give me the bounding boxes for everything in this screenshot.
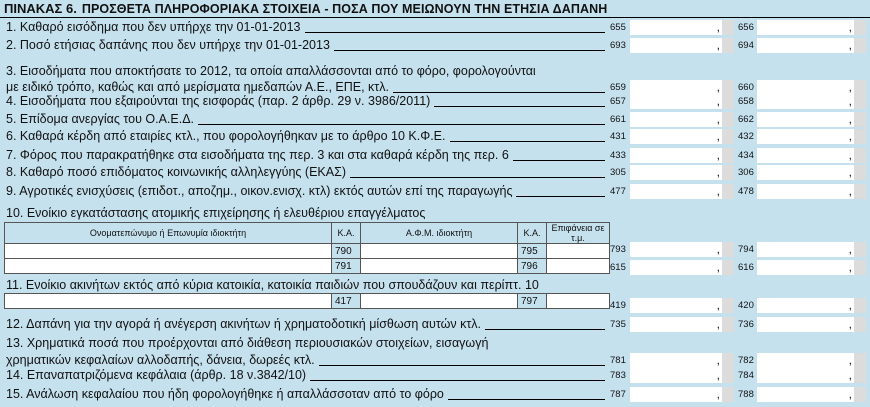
decimal-separator: , <box>716 94 720 108</box>
decimal-cell[interactable] <box>722 242 734 257</box>
code-cell: 790 <box>332 244 361 259</box>
decimal-separator: , <box>848 317 852 331</box>
field-code: 419 <box>610 300 626 311</box>
field-code: 657 <box>610 96 626 107</box>
decimal-separator: , <box>848 112 852 126</box>
row-10-label: 10. Ενοίκιο εγκατάστασης ατομικής επιχείρησης ή ελευθέριου επαγγέλματος <box>6 206 426 220</box>
decimal-separator: , <box>716 165 720 179</box>
decimal-separator: , <box>848 94 852 108</box>
amount-input-current[interactable] <box>630 317 734 332</box>
landlord-name-input[interactable] <box>5 244 332 259</box>
leader-line <box>319 365 605 366</box>
code-cell: 791 <box>332 259 361 274</box>
amount-input-current[interactable] <box>630 148 734 163</box>
row-11-table <box>4 293 610 309</box>
decimal-cell[interactable] <box>722 260 734 275</box>
decimal-separator: , <box>848 260 852 274</box>
field-code: 662 <box>738 114 754 125</box>
decimal-separator: , <box>716 242 720 256</box>
field-code: 736 <box>738 319 754 330</box>
decimal-separator: , <box>716 260 720 274</box>
field-code: 433 <box>610 150 626 161</box>
decimal-separator: , <box>716 20 720 34</box>
decimal-cell[interactable] <box>722 94 734 109</box>
decimal-cell[interactable] <box>854 242 866 257</box>
table-number: ΠΙΝΑΚΑΣ 6. <box>4 1 77 16</box>
amount-input-previous[interactable] <box>757 184 866 199</box>
decimal-cell[interactable] <box>722 165 734 180</box>
amount-input-previous[interactable] <box>757 148 866 163</box>
code-cell: 795 <box>518 244 547 259</box>
decimal-separator: , <box>848 80 852 94</box>
amount-input-previous[interactable] <box>757 298 866 313</box>
field-code: 788 <box>738 389 754 400</box>
decimal-cell[interactable] <box>722 112 734 127</box>
decimal-cell[interactable] <box>722 20 734 35</box>
row-label: 14. Επαναπατριζόμενα κεφάλαια (άρθρ. 18 ν.3842/10) <box>6 368 307 382</box>
decimal-separator: , <box>716 317 720 331</box>
field-code: 616 <box>738 262 754 273</box>
decimal-cell[interactable] <box>854 94 866 109</box>
decimal-cell[interactable] <box>854 165 866 180</box>
row-11-area-input[interactable] <box>547 294 610 309</box>
field-code: 783 <box>610 370 626 381</box>
landlord-afm-input[interactable] <box>361 244 518 259</box>
amount-input-current[interactable] <box>630 298 734 313</box>
amount-input-current[interactable] <box>630 112 734 127</box>
field-code: 477 <box>610 186 626 197</box>
leader-line <box>516 196 605 197</box>
row-10-landlord-table <box>4 222 610 274</box>
row-11-afm-input[interactable] <box>361 294 518 309</box>
amount-input-previous[interactable] <box>757 20 866 35</box>
row-label: με ειδικό τρόπο, καθώς και από μερίσματα ημεδαπών Α.Ε., ΕΠΕ, κτλ. <box>6 80 389 94</box>
decimal-cell[interactable] <box>854 353 866 368</box>
decimal-separator: , <box>716 184 720 198</box>
field-code: 735 <box>610 319 626 330</box>
decimal-separator: , <box>848 148 852 162</box>
amount-input-previous[interactable] <box>757 242 866 257</box>
row-label: 13. Χρηματικά ποσά που προέρχονται από διάθεση περιουσιακών στοιχείων, εισαγωγή <box>6 336 489 350</box>
amount-input-previous[interactable] <box>757 80 866 95</box>
field-code: 787 <box>610 389 626 400</box>
decimal-separator: , <box>716 38 720 52</box>
amount-input-current[interactable] <box>630 353 734 368</box>
row-label: 5. Επίδομα ανεργίας του Ο.Α.Ε.Δ. <box>6 112 195 126</box>
decimal-cell[interactable] <box>854 112 866 127</box>
decimal-cell[interactable] <box>722 368 734 383</box>
amount-input-previous[interactable] <box>757 368 866 383</box>
decimal-separator: , <box>716 298 720 312</box>
decimal-separator: , <box>848 353 852 367</box>
amount-input-current[interactable] <box>630 80 734 95</box>
amount-input-previous[interactable] <box>757 317 866 332</box>
decimal-cell[interactable] <box>722 129 734 144</box>
decimal-separator: , <box>848 165 852 179</box>
decimal-cell[interactable] <box>722 38 734 53</box>
area-input[interactable] <box>547 244 610 259</box>
amount-input-previous[interactable] <box>757 165 866 180</box>
decimal-separator: , <box>716 129 720 143</box>
row-label: 12. Δαπάνη για την αγορά ή ανέγερση ακινήτων ή χρηματοδοτική μίσθωση αυτών κτλ. <box>6 317 481 331</box>
leader-line <box>305 32 605 33</box>
amount-input-current[interactable] <box>630 20 734 35</box>
decimal-cell[interactable] <box>854 387 866 402</box>
decimal-cell[interactable] <box>854 38 866 53</box>
row-label: 9. Αγροτικές ενισχύσεις (επιδοτ., αποζημ., οικον.ενισχ. κτλ) εκτός αυτών επί της παραγωγής <box>6 184 513 198</box>
decimal-separator: , <box>848 242 852 256</box>
decimal-separator: , <box>848 368 852 382</box>
amount-input-current[interactable] <box>630 129 734 144</box>
decimal-cell[interactable] <box>722 80 734 95</box>
decimal-cell[interactable] <box>722 353 734 368</box>
leader-line <box>513 160 605 161</box>
decimal-cell[interactable] <box>722 317 734 332</box>
code-cell: 417 <box>332 294 361 309</box>
row-label: 4. Εισοδήματα που εξαιρούνται της εισφοράς (παρ. 2 άρθρ. 29 ν. 3986/2011) <box>6 94 431 108</box>
decimal-cell[interactable] <box>854 298 866 313</box>
field-code: 659 <box>610 82 626 93</box>
landlord-name-input[interactable] <box>5 259 332 274</box>
field-code: 784 <box>738 370 754 381</box>
decimal-separator: , <box>848 38 852 52</box>
field-code: 306 <box>738 167 754 178</box>
col-afm: Α.Φ.Μ. ιδιοκτήτη <box>361 223 518 244</box>
amount-input-previous[interactable] <box>757 353 866 368</box>
amount-input-previous[interactable] <box>757 129 866 144</box>
decimal-separator: , <box>848 387 852 401</box>
decimal-cell[interactable] <box>722 298 734 313</box>
field-code: 794 <box>738 244 754 255</box>
decimal-cell[interactable] <box>854 317 866 332</box>
decimal-cell[interactable] <box>854 20 866 35</box>
leader-line <box>310 380 605 381</box>
leader-line <box>334 50 605 51</box>
field-code: 655 <box>610 22 626 33</box>
decimal-separator: , <box>848 20 852 34</box>
decimal-cell[interactable] <box>722 184 734 199</box>
decimal-cell[interactable] <box>854 129 866 144</box>
field-code: 660 <box>738 82 754 93</box>
amount-input-current[interactable] <box>630 368 734 383</box>
table-title: ΠΡΟΣΘΕΤΑ ΠΛΗΡΟΦΟΡΙΑΚΑ ΣΤΟΙΧΕΙΑ - ΠΟΣΑ ΠΟΥ ΜΕΙΩΝΟΥΝ ΤΗΝ ΕΤΗΣΙΑ ΔΑΠΑΝΗ <box>81 1 608 16</box>
decimal-separator: , <box>716 353 720 367</box>
amount-input-previous[interactable] <box>757 38 866 53</box>
leader-line <box>198 124 605 125</box>
field-code: 431 <box>610 131 626 142</box>
leader-line <box>450 141 605 142</box>
field-code: 656 <box>738 22 754 33</box>
decimal-separator: , <box>716 80 720 94</box>
leader-line <box>393 92 605 93</box>
field-code: 478 <box>738 186 754 197</box>
row-label: 2. Ποσό ετήσιας δαπάνης που δεν υπήρχε την 01-01-2013 <box>6 38 330 52</box>
row-label: χρηματικών κεφαλαίων αλλοδαπής, δάνεια, δωρεές κτλ. <box>6 353 315 367</box>
amount-input-current[interactable] <box>630 387 734 402</box>
amount-input-current[interactable] <box>630 165 734 180</box>
row-label: 3. Εισοδήματα που αποκτήσατε το 2012, τα οποία απαλλάσσονται από το φόρο, φορολογούνται <box>6 64 536 78</box>
row-label: 15. Ανάλωση κεφαλαίου που ήδη φορολογήθηκε ή απαλλάσσοταν από το φόρο <box>6 387 444 401</box>
leader-line <box>350 177 605 178</box>
landlord-afm-input[interactable] <box>361 259 518 274</box>
decimal-cell[interactable] <box>854 148 866 163</box>
field-code: 693 <box>610 40 626 51</box>
col-ka-1: Κ.Α. <box>332 223 361 244</box>
field-code: 781 <box>610 355 626 366</box>
code-cell: 796 <box>518 259 547 274</box>
row-11-label: 11. Ενοίκιο ακινήτων εκτός από κύρια κατοικία, κατοικία παιδιών που σπουδάζουν και περίπτ. 10 <box>6 278 539 292</box>
leader-line <box>448 399 605 400</box>
decimal-cell[interactable] <box>722 387 734 402</box>
form-header <box>0 0 870 18</box>
field-code: 658 <box>738 96 754 107</box>
decimal-cell[interactable] <box>722 148 734 163</box>
code-cell: 797 <box>518 294 547 309</box>
row-label: 7. Φόρος που παρακρατήθηκε στα εισοδήματα της περ. 3 και στα καθαρά κέρδη της περ. 6 <box>6 148 509 162</box>
decimal-separator: , <box>848 184 852 198</box>
decimal-separator: , <box>848 129 852 143</box>
row-label: 6. Καθαρά κέρδη από εταιρίες κτλ., που φορολογήθηκαν με το άρθρο 10 Κ.Φ.Ε. <box>6 129 446 143</box>
field-code: 793 <box>610 244 626 255</box>
field-code: 782 <box>738 355 754 366</box>
amount-input-current[interactable] <box>630 38 734 53</box>
field-code: 305 <box>610 167 626 178</box>
field-code: 434 <box>738 150 754 161</box>
amount-input-current[interactable] <box>630 260 734 275</box>
decimal-separator: , <box>716 148 720 162</box>
amount-input-current[interactable] <box>630 94 734 109</box>
field-code: 432 <box>738 131 754 142</box>
amount-input-previous[interactable] <box>757 387 866 402</box>
field-code: 661 <box>610 114 626 125</box>
row-11-name-input[interactable] <box>5 294 332 309</box>
col-ka-2: Κ.Α. <box>518 223 547 244</box>
field-code: 420 <box>738 300 754 311</box>
leader-line <box>434 106 605 107</box>
decimal-separator: , <box>716 112 720 126</box>
area-input[interactable] <box>547 259 610 274</box>
amount-input-previous[interactable] <box>757 112 866 127</box>
row-label: 8. Καθαρό ποσό επιδόματος κοινωνικής αλληλεγγύης (ΕΚΑΣ) <box>6 165 346 179</box>
decimal-cell[interactable] <box>854 260 866 275</box>
col-area: Επιφάνεια σε τ.μ. <box>547 223 610 244</box>
decimal-cell[interactable] <box>854 184 866 199</box>
col-landlord-name: Ονοματεπώνυμο ή Επωνυμία ιδιοκτήτη <box>5 223 332 244</box>
decimal-cell[interactable] <box>854 80 866 95</box>
amount-input-current[interactable] <box>630 242 734 257</box>
field-code: 694 <box>738 40 754 51</box>
amount-input-previous[interactable] <box>757 94 866 109</box>
decimal-cell[interactable] <box>854 368 866 383</box>
leader-line <box>485 329 605 330</box>
decimal-separator: , <box>848 298 852 312</box>
decimal-separator: , <box>716 368 720 382</box>
amount-input-current[interactable] <box>630 184 734 199</box>
amount-input-previous[interactable] <box>757 260 866 275</box>
row-label: 1. Καθαρό εισόδημα που δεν υπήρχε την 01-01-2013 <box>6 20 301 34</box>
decimal-separator: , <box>716 387 720 401</box>
field-code: 615 <box>610 262 626 273</box>
